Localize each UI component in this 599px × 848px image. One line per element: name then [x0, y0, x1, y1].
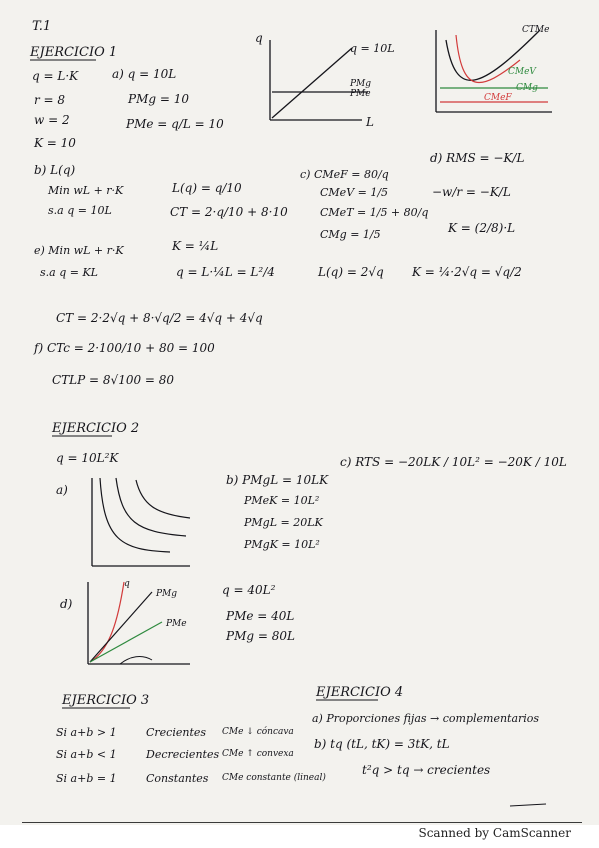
ej1-e-line: s.a q = KL: [40, 266, 98, 279]
ej1-a-line: PMe = q/L = 10: [126, 117, 224, 131]
curve-label: PMg: [156, 589, 178, 599]
ej1-b-line: L(q) = q/10: [172, 181, 242, 195]
svg-text:CMe ↑ convexa: CMe ↑ convexa: [222, 749, 294, 759]
svg-text:CMe constante (lineal): CMe constante (lineal): [222, 773, 326, 783]
ej2-d-label: d): [60, 597, 73, 611]
pmg-line: [90, 592, 152, 662]
ej1-e-line: K = ¼·2√q = √q/2: [412, 265, 522, 279]
ej1-title: EJERCICIO 1: [30, 45, 118, 60]
curve-label: PMe: [166, 619, 187, 629]
ej1-data-line: r = 8: [34, 93, 66, 107]
curve-label: CTMe: [522, 25, 550, 35]
ej2-b-line: PMeK = 10L²: [244, 494, 320, 507]
ej1-d-line: d) RMS = −K/L: [430, 151, 525, 165]
ej1-graph-costs: [436, 25, 552, 112]
ej2-b-line: b) PMgL = 10LK: [226, 473, 329, 487]
ej1-ct-line: CT = 2·2√q + 8·√q/2 = 4√q + 4√q: [56, 311, 263, 325]
pme-line: [90, 622, 162, 662]
svg-text:Crecientes: Crecientes: [146, 726, 207, 739]
ej4-title: EJERCICIO 4: [316, 685, 404, 700]
q-curve: [90, 582, 124, 662]
ej1-a-line: a) q = 10L: [112, 67, 177, 81]
axis-label-x: L: [366, 115, 374, 129]
ej1-b-line: b) L(q): [34, 163, 76, 177]
svg-text:Constantes: Constantes: [146, 772, 209, 785]
ej1-data-line: q = L·K: [32, 69, 79, 83]
ej4-c-line: t²q > tq → crecientes: [362, 763, 491, 777]
ej1-b-line: CT = 2·q/10 + 8·10: [170, 205, 288, 219]
svg-text:Si a+b > 1: Si a+b > 1: [56, 726, 117, 739]
topic-label: T.1: [32, 19, 52, 34]
ej2-d-line: PMg = 80L: [226, 629, 295, 643]
scanner-watermark: Scanned by CamScanner: [418, 826, 571, 840]
ej4-a-line: a) Proporciones fijas → complementarios: [312, 712, 540, 725]
curve-label: CMeF: [484, 93, 512, 103]
ej2-d-line: q = 40L²: [222, 583, 276, 597]
ej1-d-line: K = (2/8)·L: [448, 221, 516, 235]
isoquant-curve: [100, 478, 170, 552]
ej3-row: [56, 772, 326, 785]
ej1-c-line: c) CMeF = 80/q: [300, 168, 389, 181]
curve-label: q = 10L: [350, 42, 395, 55]
ej1-e-line: L(q) = 2√q: [318, 265, 384, 279]
ej1-c-line: CMeT = 1/5 + 80/q: [320, 206, 429, 219]
curve-label: PMe: [350, 89, 371, 99]
ej1-c-line: CMg = 1/5: [320, 228, 381, 241]
ej1-e-line: K = ¼L: [172, 239, 219, 253]
scanner-footer: [0, 825, 599, 848]
ej1-e-line: e) Min wL + r·K: [34, 244, 124, 257]
ej2-a-label: a): [56, 483, 68, 497]
curve-label: CMeV: [508, 67, 536, 77]
ej1-a-line: PMg = 10: [128, 92, 189, 106]
isoquant-curve: [116, 478, 186, 536]
ej2-isoquant-graph: [92, 478, 190, 566]
ej2-d-line: PMe = 40L: [226, 609, 295, 623]
ej2-b-line: PMgK = 10L²: [244, 538, 320, 551]
curve-label: PMg: [350, 79, 372, 89]
ej2-title: EJERCICIO 2: [52, 421, 140, 436]
ej3-row: [56, 726, 294, 739]
ej1-ct-line: CTLP = 8√100 = 80: [52, 373, 175, 387]
pen-stroke: [510, 804, 546, 806]
ej1-ct-line: f) CTc = 2·100/10 + 80 = 100: [34, 341, 215, 355]
svg-text:Decrecientes: Decrecientes: [146, 748, 220, 761]
ej1-b-line: s.a q = 10L: [48, 204, 112, 217]
isoquant-curve: [136, 480, 190, 518]
ej1-d-line: −w/r = −K/L: [432, 185, 511, 199]
ej2-equation: q = 10L²K: [56, 451, 119, 465]
ej2-b-line: PMgL = 20LK: [244, 516, 323, 529]
ej1-c-line: CMeV = 1/5: [320, 186, 389, 199]
page-bottom-edge: [22, 822, 582, 823]
svg-text:CMe ↓ cóncava: CMe ↓ cóncava: [222, 727, 294, 737]
ej2-c-line: c) RTS = −20LK / 10L² = −20K / 10L: [340, 455, 567, 469]
production-line: [272, 48, 352, 118]
ej4-b-line: b) tq (tL, tK) = 3tK, tL: [314, 737, 450, 751]
curve-label: CMg: [516, 83, 538, 93]
ej1-e-line: q = L·¼L = L²/4: [176, 265, 275, 279]
ej1-b-line: Min wL + r·K: [48, 184, 124, 197]
ej1-data-line: w = 2: [34, 113, 70, 127]
ej3-title: EJERCICIO 3: [62, 693, 150, 708]
ej2-marginal-graph: [88, 579, 190, 664]
ej3-row: [56, 748, 294, 761]
svg-text:Si a+b < 1: Si a+b < 1: [56, 748, 117, 761]
ej1-graph-production: [255, 31, 395, 129]
axis-label-y: q: [255, 31, 263, 45]
ej1-data-line: K = 10: [34, 136, 76, 150]
curve-label: q: [124, 579, 130, 589]
svg-text:Si a+b = 1: Si a+b = 1: [56, 772, 117, 785]
